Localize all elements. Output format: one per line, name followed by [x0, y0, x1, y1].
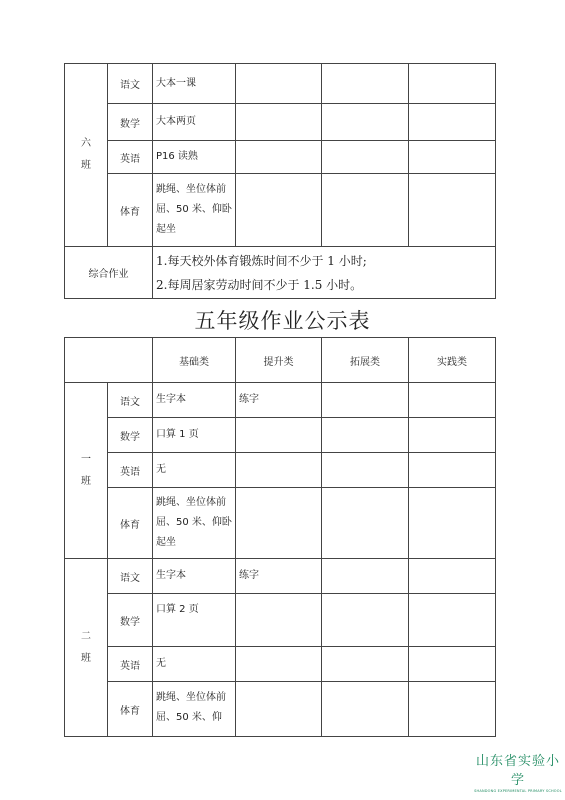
top-homework-table — [64, 63, 496, 299]
header-improve: 提升类 — [236, 338, 322, 383]
class-six-label: 六 班 — [65, 64, 108, 247]
class-one-label: 一 班 — [65, 383, 108, 559]
grade-five-homework-table — [64, 337, 496, 737]
improve-homework-cell — [236, 453, 322, 488]
summary-label: 综合作业 — [65, 247, 153, 299]
basic-homework-cell: 口算 2 页 — [153, 594, 236, 647]
school-logo-english: SHANDONG EXPERIMENTAL PRIMARY SCHOOL — [474, 789, 562, 793]
header-basic: 基础类 — [153, 338, 236, 383]
basic-homework-cell: 口算 1 页 — [153, 418, 236, 453]
header-extend: 拓展类 — [322, 338, 409, 383]
basic-homework-cell: 大本两页 — [153, 104, 236, 141]
improve-homework-cell — [236, 488, 322, 559]
page-title: 五年级作业公示表 — [194, 309, 371, 333]
class-two-label: 二 班 — [65, 559, 108, 737]
basic-homework-cell: 跳绳、坐位体前屈、50 米、仰 — [153, 682, 236, 737]
basic-homework-cell: 跳绳、坐位体前屈、50 米、仰卧起坐 — [153, 174, 236, 247]
improve-homework-cell — [236, 682, 322, 737]
subject-cell: 英语 — [108, 453, 153, 488]
subject-cell: 体育 — [108, 174, 153, 247]
subject-cell: 体育 — [108, 488, 153, 559]
basic-homework-cell: 大本一课 — [153, 64, 236, 104]
subject-cell: 数学 — [108, 104, 153, 141]
improve-homework-cell: 练字 — [236, 383, 322, 418]
summary-line: 2.每周居家劳动时间不少于 1.5 小时。 — [156, 277, 363, 292]
subject-cell: 语文 — [108, 64, 153, 104]
summary-text — [153, 247, 496, 299]
subject-cell: 数学 — [108, 594, 153, 647]
basic-homework-cell: P16 读熟 — [153, 141, 236, 174]
summary-line: 1.每天校外体育锻炼时间不少于 1 小时; — [156, 253, 367, 268]
header-practice: 实践类 — [409, 338, 496, 383]
basic-homework-cell: 跳绳、坐位体前屈、50 米、仰卧起坐 — [153, 488, 236, 559]
subject-cell: 英语 — [108, 647, 153, 682]
school-logo — [470, 750, 565, 793]
improve-homework-cell — [236, 594, 322, 647]
subject-cell: 体育 — [108, 682, 153, 737]
basic-homework-cell: 无 — [153, 453, 236, 488]
subject-cell: 英语 — [108, 141, 153, 174]
subject-cell: 语文 — [108, 559, 153, 594]
school-logo-name: 山东省实验小学 — [475, 754, 560, 788]
improve-homework-cell — [236, 647, 322, 682]
improve-homework-cell: 练字 — [236, 559, 322, 594]
basic-homework-cell: 生字本 — [153, 383, 236, 418]
subject-cell: 语文 — [108, 383, 153, 418]
basic-homework-cell: 生字本 — [153, 559, 236, 594]
subject-cell: 数学 — [108, 418, 153, 453]
improve-homework-cell — [236, 418, 322, 453]
header-empty-cell — [65, 338, 153, 383]
basic-homework-cell: 无 — [153, 647, 236, 682]
